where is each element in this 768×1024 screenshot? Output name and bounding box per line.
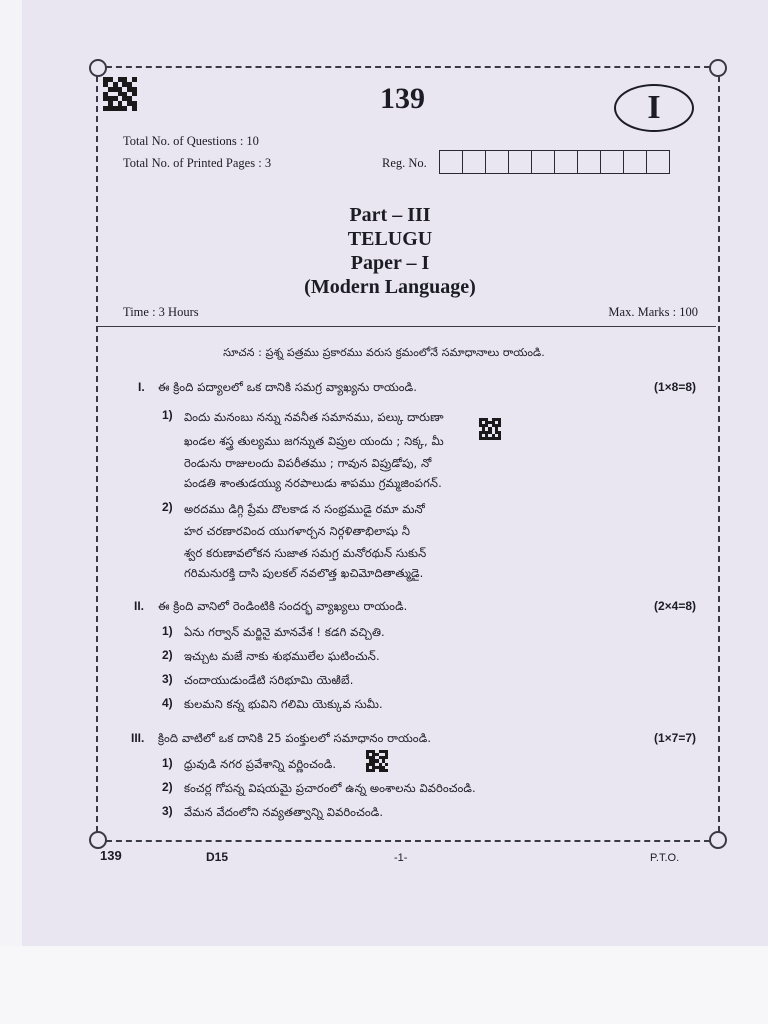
item-number: 1) [162, 624, 173, 638]
max-marks-label: Max. Marks : 100 [608, 305, 698, 319]
section-marks: (2×4=8) [653, 599, 696, 613]
question-text: ధ్రువుడి నగర ప్రవేశాన్ని వర్ణించండి. [184, 757, 337, 771]
reg-no-digit-box[interactable] [462, 150, 486, 174]
verse-line: అరదము డిగ్గి ప్రేమ దొలకాడ న సంభ్రముడై రమా మనో [184, 502, 425, 516]
footer-code: 139 [100, 848, 122, 863]
reg-no-digit-box[interactable] [485, 150, 509, 174]
footer-set: D15 [206, 850, 229, 864]
section-title: ఈ క్రింది పద్యాలలో ఒక దానికి సమగ్ర వ్యాఖ్యను రాయండి. [158, 380, 418, 394]
reg-no-digit-box[interactable] [554, 150, 578, 174]
header-rule [98, 326, 716, 327]
footer-pto: P.T.O. [650, 852, 680, 864]
item-number: 3) [162, 672, 173, 686]
decorative-border [96, 66, 720, 842]
item-number: 2) [162, 648, 173, 662]
verse-line: హర చరణారవింద యుగళార్చన నిర్గళితాభిలాషు నీ [184, 524, 411, 538]
barcode-icon [103, 77, 137, 111]
paper-title: Paper – I [350, 252, 430, 274]
qr-code-icon [479, 418, 501, 440]
item-number: 2) [162, 500, 173, 514]
series-letter: I [647, 89, 661, 126]
total-pages: Total No. of Printed Pages : 3 [123, 156, 272, 170]
section-marks: (1×7=7) [653, 731, 696, 745]
language-title: (Modern Language) [304, 276, 476, 298]
paper-code: 139 [380, 82, 425, 115]
question-text: చందాయుడుండేటి సరిభూమి యెఱిబే. [184, 673, 354, 687]
time-label: Time : 3 Hours [123, 305, 199, 319]
section-title: ఈ క్రింది వానిలో రెండింటికి సందర్భ వ్యాఖ్యలు రాయండి. [158, 599, 408, 613]
item-number: 1) [162, 408, 173, 422]
reg-no-digit-box[interactable] [531, 150, 555, 174]
question-text: కులమని కన్న భువిని గలిమి యెక్కువ సుమీ. [184, 697, 383, 711]
item-number: 2) [162, 780, 173, 794]
question-text: కంచర్ల గోపన్న విషయమై ప్రచారంలో ఉన్న అంశాలను వివరించండి. [184, 781, 476, 795]
instruction: సూచన : ప్రశ్న పత్రము ప్రకారము వరుస క్రమంలోనే సమాధానాలు రాయండి. [223, 346, 545, 359]
border-ornament-icon [89, 59, 107, 77]
reg-no-digit-box[interactable] [600, 150, 624, 174]
reg-no-digit-box[interactable] [577, 150, 601, 174]
border-ornament-icon [89, 831, 107, 849]
reg-no-digit-box[interactable] [508, 150, 532, 174]
part-title: Part – III [349, 204, 431, 226]
reg-no-label: Reg. No. [382, 156, 427, 170]
section-number: III. [131, 731, 145, 745]
verse-line: ఖండల శస్త్ర తుల్యము జగన్నుత విప్రుల యందు ; నిక్క, మీ [184, 434, 444, 448]
qr-code-icon [366, 750, 388, 772]
section-title: క్రింది వాటిలో ఒక దానికి 25 పంక్తులలో సమాధానం రాయండి. [158, 731, 432, 745]
verse-line: విందు మనంబు నన్ను నవనీత సమానము, పల్కు దారుణా [184, 410, 444, 424]
reg-no-digit-box[interactable] [646, 150, 670, 174]
reg-no-boxes[interactable] [440, 150, 670, 174]
section-number: II. [134, 599, 145, 613]
reg-no-digit-box[interactable] [439, 150, 463, 174]
question-text: ఏను గర్వాన్ మర్జినై మానవేశ ! కడగి వచ్చితి. [184, 625, 385, 639]
total-questions: Total No. of Questions : 10 [123, 134, 259, 148]
item-number: 4) [162, 696, 173, 710]
verse-line: పండతి శాంతుడయ్యు నరపాలుడు శాపము గ్రమ్మజింపగన్. [184, 476, 442, 490]
page-margin [0, 946, 768, 1024]
question-text: ఇచ్చుట మజే నాకు శుభములేల ఘటించున్. [184, 649, 380, 663]
section-number: I. [138, 380, 145, 394]
verse-line: రెండును రాజులందు విపరీతము ; గావున విప్రుడోపు, నో [184, 456, 432, 470]
border-ornament-icon [709, 59, 727, 77]
reg-no-digit-box[interactable] [623, 150, 647, 174]
footer-page-number: -1- [394, 852, 408, 864]
item-number: 3) [162, 804, 173, 818]
question-text: వేమన వేదంలోని నవ్యతత్వాన్ని వివరించండి. [184, 805, 384, 819]
section-marks: (1×8=8) [653, 380, 696, 394]
verse-line: శ్వర కరుణావలోకన సుజాత సమగ్ర మనోరథున్ సుకున్ [184, 546, 427, 560]
subject-title: TELUGU [347, 228, 433, 250]
verse-line: గరిమనురక్తి దాసి పులకల్ నవలొత్త ఖచిమోదితాత్ముడై. [184, 566, 424, 580]
item-number: 1) [162, 756, 173, 770]
border-ornament-icon [709, 831, 727, 849]
series-badge [614, 84, 694, 132]
